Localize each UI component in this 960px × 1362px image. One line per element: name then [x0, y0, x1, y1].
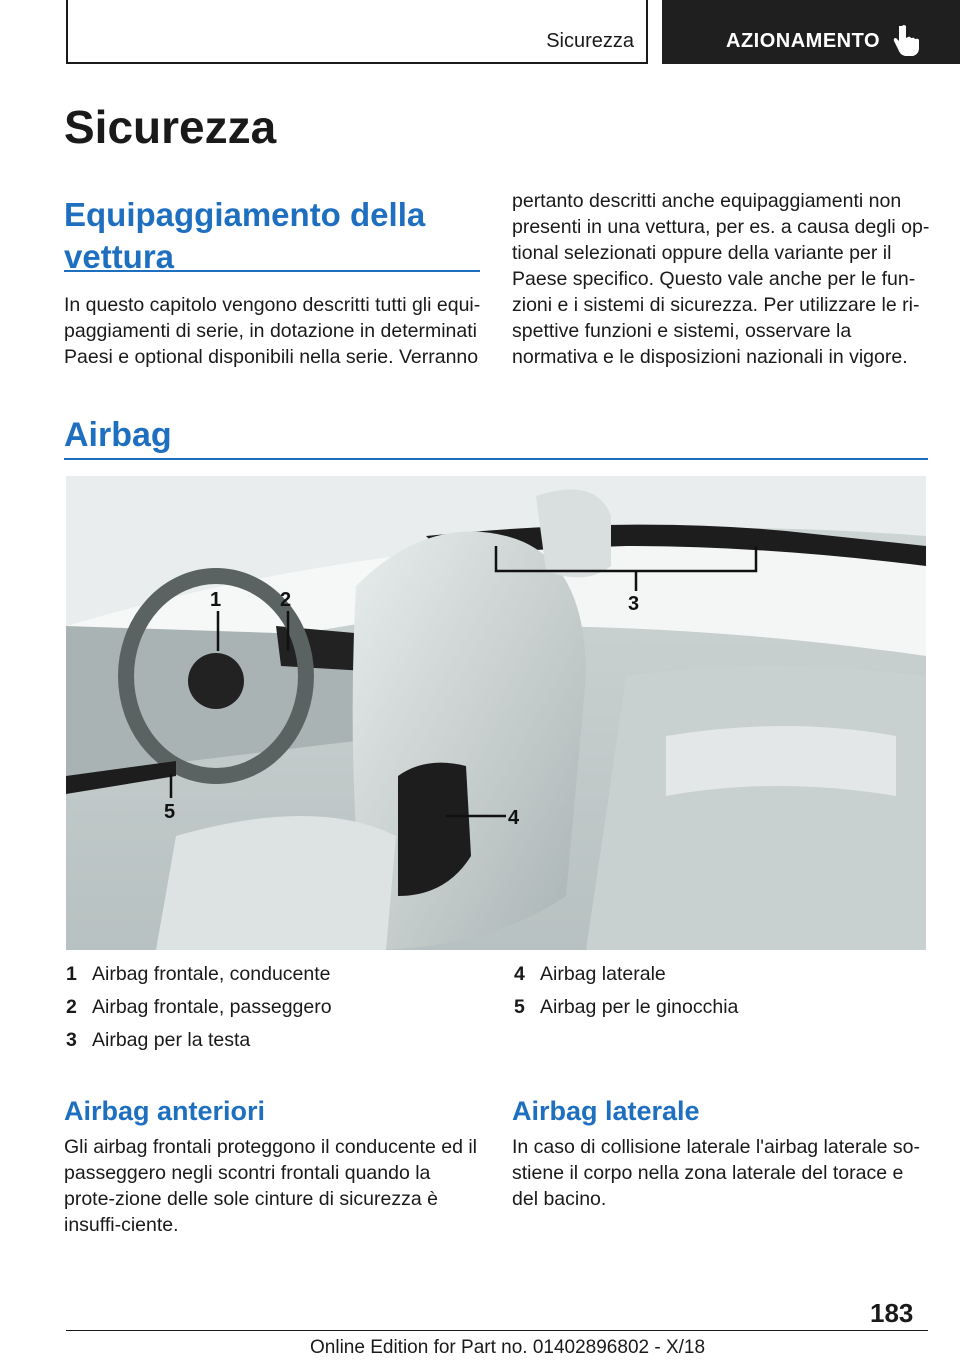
legend-item: [514, 991, 934, 1024]
legend-number: 3: [66, 1029, 77, 1051]
hand-pointer-icon: [892, 24, 920, 56]
legend-label: Airbag per la testa: [92, 1029, 251, 1051]
legend-label: Airbag frontale, passeggero: [92, 996, 332, 1018]
side-airbag-text: In caso di collisione laterale l'airbag laterale so-stiene il corpo nella zona laterale del torace e del bacino.: [512, 1136, 921, 1210]
callout-4: 4: [508, 807, 520, 829]
legend-right: [514, 958, 934, 1024]
callout-3: 3: [628, 593, 640, 615]
header-tab-label: AZIONAMENTO: [726, 30, 881, 52]
side-airbag-heading: Airbag laterale: [512, 1096, 700, 1126]
legend-label: Airbag frontale, conducente: [92, 963, 331, 985]
legend-item: [66, 1024, 486, 1057]
front-airbags-text: Gli airbag frontali proteggono il conducente ed il passeggero negli scontri frontali quando la prote-zione delle sole cinture di sicurezza è insuffi-ciente.: [64, 1136, 478, 1236]
page-number: 183: [870, 1298, 914, 1328]
header-section-box: [66, 0, 648, 64]
legend-item: [66, 991, 486, 1024]
legend-left: [66, 958, 486, 1057]
footer-rule: [66, 1330, 928, 1331]
legend-label: Airbag laterale: [540, 963, 666, 985]
callout-1: 1: [210, 589, 222, 611]
equipment-text-right: pertanto descritti anche equipaggiamenti non presenti in una vettura, per es. a causa degli op-tional selezionati oppure della variante per il Paese specifico. Questo vale anche per le fun-zioni e i sistemi di sicurezza. Per utilizzare le ri-spettive funzioni e sistemi, osservare la normativa e le disposizioni nazionali in vigore.: [512, 190, 930, 368]
airbag-figure: [66, 476, 926, 950]
equipment-text-left: In questo capitolo vengono descritti tutti gli equi-paggiamenti di serie, in dotazione in determinati Paesi e optional disponibili nella serie. Verranno: [64, 294, 481, 368]
page-title: Sicurezza: [64, 101, 277, 153]
legend-number: 4: [514, 963, 525, 985]
legend-number: 2: [66, 996, 77, 1018]
airbag-heading-rule: [64, 458, 928, 460]
legend-number: 1: [66, 963, 77, 985]
equipment-heading: Equipaggiamento della vettura: [64, 196, 426, 275]
airbag-heading: Airbag: [64, 416, 172, 454]
legend-item: [66, 958, 486, 991]
equipment-heading-rule: [64, 270, 480, 272]
footer-edition: Online Edition for Part no. 01402896802 - X/18: [310, 1337, 706, 1358]
front-airbags-heading: Airbag anteriori: [64, 1096, 266, 1126]
callout-2: 2: [280, 589, 292, 611]
legend-number: 5: [514, 996, 525, 1018]
legend-label: Airbag per le ginocchia: [540, 996, 739, 1018]
header-section-label: Sicurezza: [546, 30, 634, 52]
callout-5: 5: [164, 801, 176, 823]
car-interior-illustration: [66, 476, 926, 950]
legend-item: [514, 958, 934, 991]
